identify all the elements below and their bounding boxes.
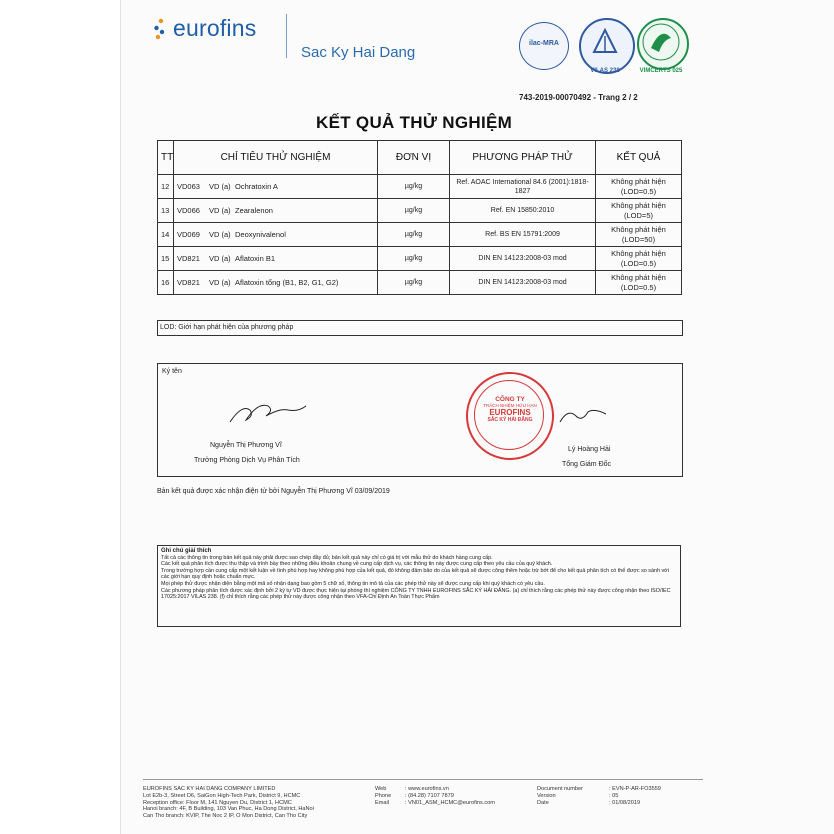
test-method: DIN EN 14123:2008-03 mod bbox=[450, 247, 596, 271]
vilas-badge-icon bbox=[579, 18, 635, 74]
test-unit: µg/kg bbox=[378, 199, 450, 223]
right-signature-icon bbox=[558, 404, 608, 426]
left-signature-icon bbox=[228, 396, 308, 426]
ilac-badge-icon bbox=[519, 22, 569, 70]
test-method: Ref. AOAC International 84.6 (2001):1818-1827 bbox=[450, 175, 596, 199]
company-stamp-icon bbox=[466, 372, 554, 460]
notes-box bbox=[157, 545, 681, 627]
test-method: Ref. EN 15850:2010 bbox=[450, 199, 596, 223]
left-signer-name: Nguyễn Thị Phương Vĩ bbox=[210, 442, 282, 449]
note-line: Trong trường hợp cần cung cấp một kết luận về tình phù hợp hay không phù hợp của kết quả, đó không đảm bảo do của kết quả sẽ được công thêm hoặc trừ bớt để cho kết quả phân tích có thể được so sánh với các giới hạn quy định hoặc chuẩn mực. bbox=[161, 567, 669, 581]
test-accreditation: VD (a) bbox=[209, 254, 231, 263]
vimcerts-badge-icon bbox=[637, 18, 689, 70]
results-table bbox=[157, 140, 682, 295]
test-unit: µg/kg bbox=[378, 271, 450, 295]
footer-company-line: EUROFINS SAC KY HAI DANG COMPANY LIMITED bbox=[143, 786, 276, 792]
test-name: Aflatoxin B1 bbox=[235, 254, 276, 263]
test-result: Không phát hiện bbox=[611, 224, 666, 234]
footer-company-line: Reception office: Floor M, 141 Nguyen Du, District 1, HCMC bbox=[143, 799, 292, 806]
eurofins-logo-icon bbox=[154, 18, 168, 40]
test-lod: (LOD=5) bbox=[624, 210, 653, 220]
test-method: Ref. BS EN 15791:2009 bbox=[450, 223, 596, 247]
table-header-row bbox=[158, 141, 682, 175]
row-tt: 12 bbox=[158, 175, 174, 199]
notes-heading: Ghi chú giải thích bbox=[161, 548, 212, 554]
footer-doc-labels bbox=[537, 786, 583, 806]
right-signer-title: Tổng Giám Đốc bbox=[562, 461, 612, 468]
footer-label: Email bbox=[375, 799, 389, 806]
right-signer-name: Lý Hoàng Hải bbox=[568, 446, 611, 453]
test-name: Zearalenon bbox=[235, 206, 273, 215]
table-row bbox=[158, 247, 682, 271]
document-page bbox=[120, 0, 834, 834]
test-lod: (LOD=0.5) bbox=[620, 258, 657, 268]
footer-company-line: Hanoi branch: 4F, B Building, 103 Van Phuc, Ha Dong District, HaNoi bbox=[143, 806, 314, 813]
test-result: Không phát hiện bbox=[611, 200, 666, 210]
left-signer-title: Trưởng Phòng Dịch Vụ Phân Tích bbox=[194, 457, 300, 464]
footer-web-link[interactable]: : www.eurofins.vn bbox=[405, 786, 449, 792]
note-line: Các phương pháp phân tích được xác định bởi 2 ký tự VD được thực hiện tại phòng thí nghiệm CÔNG TY TNHH EUROFINS SẮC KÝ HẢI ĐĂNG. (a) chỉ thích rằng các phép thử này được công nhận theo ISO/IEC 17025:2017 VILAS 238. (f) chỉ thích rằng các phép thử này được công nhận theo VFA-Chỉ Định An Toàn Thực Phẩm bbox=[161, 587, 671, 601]
footer-value: : 05 bbox=[609, 792, 619, 799]
note-line: Các kết quả phân tích được thu thập và trình bày theo những điều khoản chung về cung cấp dịch vụ, các thông tin này được cung cấp theo yêu cầu của quý khách. bbox=[161, 561, 553, 568]
test-accreditation: VD (a) bbox=[209, 182, 231, 191]
footer-label: Date bbox=[537, 799, 549, 806]
stamp-line: SẮC KÝ HẢI ĐĂNG bbox=[487, 417, 533, 423]
test-result: Không phát hiện bbox=[611, 272, 666, 282]
footer-value: : EVN-P-AR-FO3559 bbox=[609, 786, 661, 792]
test-code: VD069 bbox=[177, 230, 200, 239]
test-code: VD063 bbox=[177, 182, 200, 191]
row-tt: 16 bbox=[158, 271, 174, 295]
footer-phone: : (84.28) 7107 7879 bbox=[405, 792, 454, 799]
lod-note: LOD: Giới hạn phát hiện của phương pháp bbox=[157, 320, 683, 336]
test-unit: µg/kg bbox=[378, 175, 450, 199]
test-accreditation: VD (a) bbox=[209, 230, 231, 239]
test-code: VD821 bbox=[177, 278, 200, 287]
footer-email-link[interactable]: : VN01_ASM_HCMC@eurofins.com bbox=[405, 799, 495, 806]
column-header-test: CHỈ TIÊU THỬ NGHIỆM bbox=[174, 141, 378, 175]
electronic-confirmation: Bản kết quả được xác nhận điện tử bởi Nguyễn Thị Phương Vĩ 03/09/2019 bbox=[157, 488, 390, 495]
logo-divider bbox=[286, 14, 287, 58]
signature-label: Ký tên bbox=[162, 368, 182, 375]
test-unit: µg/kg bbox=[378, 223, 450, 247]
row-tt: 13 bbox=[158, 199, 174, 223]
test-accreditation: VD (a) bbox=[209, 206, 231, 215]
brand-name: eurofins bbox=[173, 15, 257, 41]
test-unit: µg/kg bbox=[378, 247, 450, 271]
row-tt: 15 bbox=[158, 247, 174, 271]
column-header-method: PHƯƠNG PHÁP THỬ bbox=[450, 141, 596, 175]
footer-company-line: Lot E2b-3, Street D6, SaiGon High-Tech Park, District 9, HCMC bbox=[143, 792, 301, 799]
test-code: VD821 bbox=[177, 254, 200, 263]
footer-company bbox=[143, 786, 314, 820]
test-name: Aflatoxin tổng (B1, B2, G1, G2) bbox=[235, 278, 339, 287]
test-lod: (LOD=0.5) bbox=[620, 282, 657, 292]
test-lod: (LOD=50) bbox=[621, 234, 656, 244]
test-code: VD066 bbox=[177, 206, 200, 215]
test-lod: (LOD=0.5) bbox=[620, 186, 657, 196]
stamp-line: EUROFINS bbox=[489, 408, 531, 417]
stamp-line: TRÁCH NHIỆM HỮU HẠN bbox=[483, 403, 537, 408]
footer-label: Document number bbox=[537, 786, 584, 792]
column-header-unit: ĐƠN VỊ bbox=[378, 141, 450, 175]
vilas-badge-label: VILAS 238 bbox=[590, 68, 620, 74]
brand-subtitle: Sac Ky Hai Dang bbox=[301, 44, 416, 61]
note-line: Mọi phép thử được nhận diện bằng một mã số nhận dạng bao gồm 5 chữ số, thông tin mô tả của các phép thử này sẽ được cung cấp khi quý khách có yêu cầu. bbox=[161, 580, 545, 587]
footer-value: : 01/08/2019 bbox=[609, 799, 641, 806]
page-title: KẾT QUẢ THỬ NGHIỆM bbox=[316, 113, 513, 132]
test-name: Deoxynivalenol bbox=[235, 230, 286, 239]
document-number: 743-2019-00070492 - Trang 2 / 2 bbox=[519, 93, 638, 102]
footer-divider bbox=[143, 779, 703, 780]
test-result: Không phát hiện bbox=[611, 176, 666, 186]
vimcerts-badge-label: VIMCERTS 025 bbox=[639, 68, 683, 74]
ilac-badge-label: ilac-MRA bbox=[529, 40, 559, 47]
footer-label: Web bbox=[375, 786, 387, 792]
footer-label: Phone bbox=[375, 792, 392, 799]
row-tt: 14 bbox=[158, 223, 174, 247]
stamp-line: CÔNG TY bbox=[495, 396, 525, 403]
note-line: Tất cả các thông tin trong bản kết quả này phải được sao chép đầy đủ; bản kết quả này chỉ có giá trị với mẫu thử do khách hàng cung cấp. bbox=[161, 554, 493, 561]
table-row bbox=[158, 271, 682, 295]
test-method: DIN EN 14123:2008-03 mod bbox=[450, 271, 596, 295]
test-accreditation: VD (a) bbox=[209, 278, 231, 287]
footer-contact-values bbox=[405, 786, 495, 806]
table-row bbox=[158, 223, 682, 247]
test-result: Không phát hiện bbox=[611, 248, 666, 258]
footer-company-line: Can Tho branch: KVIP, The Noc 2 IP, O Mon District, Can Tho City bbox=[143, 813, 308, 820]
footer-label: Version bbox=[537, 792, 556, 799]
column-header-result: KẾT QUẢ bbox=[596, 141, 682, 175]
footer-contact-labels bbox=[375, 786, 391, 806]
test-name: Ochratoxin A bbox=[235, 182, 278, 191]
footer-doc-values bbox=[609, 786, 661, 806]
table-row bbox=[158, 199, 682, 223]
table-row bbox=[158, 175, 682, 199]
signature-box bbox=[157, 363, 683, 477]
column-header-tt: TT bbox=[158, 141, 174, 175]
